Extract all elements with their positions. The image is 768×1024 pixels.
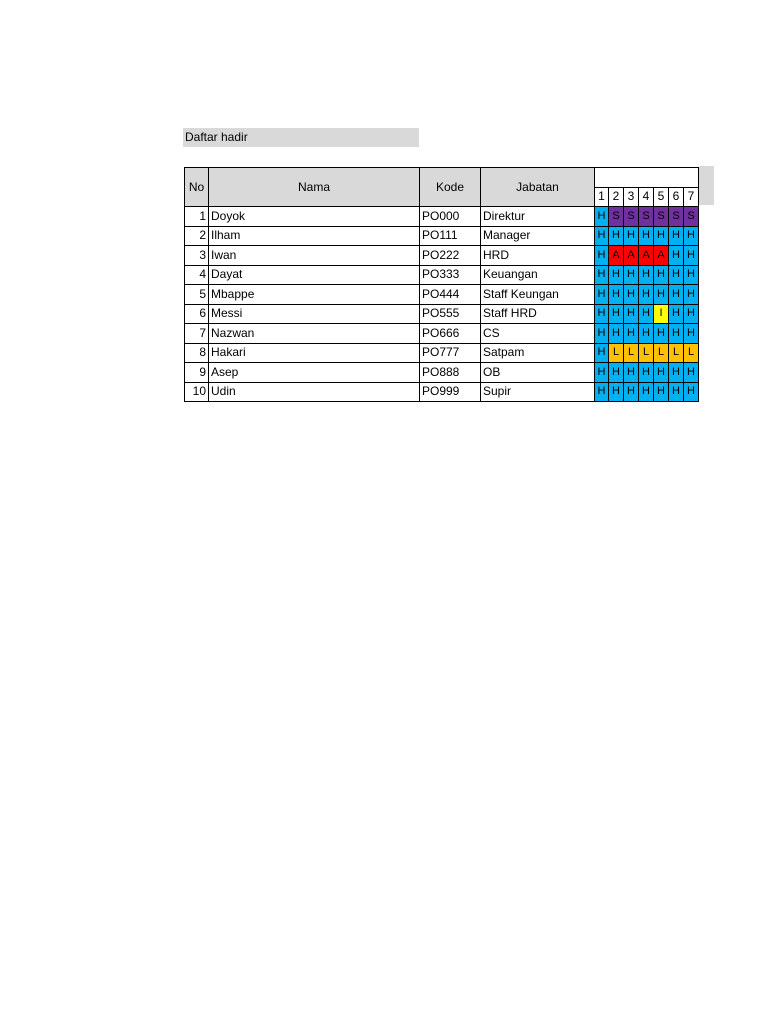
cell-nama[interactable]: Udin [209, 382, 420, 402]
cell-kode[interactable]: PO888 [420, 363, 481, 383]
cell-attendance-day-3[interactable]: A [624, 246, 639, 266]
cell-attendance-day-5[interactable]: L [654, 343, 669, 363]
cell-attendance-day-1[interactable]: H [595, 304, 609, 324]
day-header-2[interactable]: 2 [609, 187, 624, 207]
cell-no[interactable]: 7 [185, 324, 209, 344]
header-days-group[interactable] [595, 168, 699, 188]
cell-attendance-day-2[interactable]: H [609, 382, 624, 402]
cell-nama[interactable]: Asep [209, 363, 420, 383]
cell-jabatan[interactable]: Supir [481, 382, 595, 402]
cell-no[interactable]: 2 [185, 226, 209, 246]
cell-attendance-day-4[interactable]: H [639, 324, 654, 344]
cell-attendance-day-1[interactable]: H [595, 285, 609, 305]
cell-attendance-day-2[interactable]: H [609, 304, 624, 324]
header-jabatan[interactable]: Jabatan [481, 168, 595, 207]
cell-no[interactable]: 4 [185, 265, 209, 285]
cell-attendance-day-7[interactable]: L [684, 343, 699, 363]
cell-no[interactable]: 9 [185, 363, 209, 383]
cell-attendance-day-6[interactable]: L [669, 343, 684, 363]
cell-attendance-day-7[interactable]: H [684, 324, 699, 344]
cell-attendance-day-3[interactable]: S [624, 207, 639, 227]
cell-attendance-day-6[interactable]: H [669, 382, 684, 402]
cell-attendance-day-5[interactable]: H [654, 324, 669, 344]
sheet-title: Daftar hadir [183, 128, 419, 147]
cell-nama[interactable]: Hakari [209, 343, 420, 363]
cell-attendance-day-2[interactable]: H [609, 265, 624, 285]
cell-nama[interactable]: Nazwan [209, 324, 420, 344]
day-header-4[interactable]: 4 [639, 187, 654, 207]
cell-attendance-day-6[interactable]: H [669, 246, 684, 266]
cell-attendance-day-3[interactable]: H [624, 265, 639, 285]
cell-attendance-day-7[interactable]: H [684, 304, 699, 324]
cell-attendance-day-7[interactable]: H [684, 285, 699, 305]
cell-attendance-day-5[interactable]: H [654, 226, 669, 246]
cell-nama[interactable]: Iwan [209, 246, 420, 266]
attendance-table [184, 167, 699, 402]
cell-jabatan[interactable]: HRD [481, 246, 595, 266]
cell-attendance-day-6[interactable]: H [669, 363, 684, 383]
cell-attendance-day-5[interactable]: H [654, 363, 669, 383]
cell-nama[interactable]: Messi [209, 304, 420, 324]
cell-attendance-day-4[interactable]: H [639, 382, 654, 402]
cell-attendance-day-6[interactable]: S [669, 207, 684, 227]
table-row [185, 285, 699, 305]
cell-jabatan[interactable]: CS [481, 324, 595, 344]
cell-no[interactable]: 1 [185, 207, 209, 227]
cell-kode[interactable]: PO111 [420, 226, 481, 246]
cell-attendance-day-1[interactable]: H [595, 324, 609, 344]
table-row [185, 304, 699, 324]
cell-attendance-day-3[interactable]: H [624, 285, 639, 305]
table-row [185, 265, 699, 285]
cell-attendance-day-7[interactable]: S [684, 207, 699, 227]
cell-attendance-day-5[interactable]: S [654, 207, 669, 227]
cell-attendance-day-5[interactable]: I [654, 304, 669, 324]
cell-attendance-day-2[interactable]: A [609, 246, 624, 266]
cell-attendance-day-1[interactable]: H [595, 246, 609, 266]
cell-jabatan[interactable]: Manager [481, 226, 595, 246]
cell-attendance-day-4[interactable]: H [639, 304, 654, 324]
cell-attendance-day-6[interactable]: H [669, 324, 684, 344]
cell-nama[interactable]: Ilham [209, 226, 420, 246]
cell-attendance-day-5[interactable]: H [654, 265, 669, 285]
cell-attendance-day-7[interactable]: H [684, 246, 699, 266]
cell-attendance-day-6[interactable]: H [669, 304, 684, 324]
cell-kode[interactable]: PO555 [420, 304, 481, 324]
cell-attendance-day-2[interactable]: H [609, 363, 624, 383]
cell-kode[interactable]: PO333 [420, 265, 481, 285]
table-row [185, 207, 699, 227]
cell-kode[interactable]: PO999 [420, 382, 481, 402]
table-row [185, 226, 699, 246]
cell-kode[interactable]: PO444 [420, 285, 481, 305]
cell-no[interactable]: 5 [185, 285, 209, 305]
day-header-6[interactable]: 6 [669, 187, 684, 207]
cell-no[interactable]: 6 [185, 304, 209, 324]
cell-attendance-day-5[interactable]: H [654, 382, 669, 402]
day-header-3[interactable]: 3 [624, 187, 639, 207]
cell-attendance-day-3[interactable]: H [624, 226, 639, 246]
cell-no[interactable]: 10 [185, 382, 209, 402]
header-no[interactable]: No [185, 168, 209, 207]
cell-attendance-day-4[interactable]: A [639, 246, 654, 266]
cell-attendance-day-6[interactable]: H [669, 285, 684, 305]
cell-nama[interactable]: Dayat [209, 265, 420, 285]
table-row [185, 324, 699, 344]
cell-attendance-day-2[interactable]: H [609, 285, 624, 305]
cell-attendance-day-7[interactable]: H [684, 382, 699, 402]
cell-kode[interactable]: PO666 [420, 324, 481, 344]
cell-attendance-day-2[interactable]: H [609, 324, 624, 344]
cell-attendance-day-4[interactable]: H [639, 285, 654, 305]
cell-attendance-day-5[interactable]: A [654, 246, 669, 266]
cell-attendance-day-1[interactable]: H [595, 343, 609, 363]
cell-attendance-day-1[interactable]: H [595, 265, 609, 285]
cell-kode[interactable]: PO222 [420, 246, 481, 266]
cell-attendance-day-3[interactable]: H [624, 304, 639, 324]
cell-jabatan[interactable]: OB [481, 363, 595, 383]
cell-jabatan[interactable]: Staff HRD [481, 304, 595, 324]
cell-attendance-day-7[interactable]: H [684, 226, 699, 246]
cell-attendance-day-2[interactable]: S [609, 207, 624, 227]
header-nama[interactable]: Nama [209, 168, 420, 207]
table-row [185, 246, 699, 266]
cell-attendance-day-1[interactable]: H [595, 226, 609, 246]
header-kode[interactable]: Kode [420, 168, 481, 207]
cell-jabatan[interactable]: Satpam [481, 343, 595, 363]
day-header-5[interactable]: 5 [654, 187, 669, 207]
cell-attendance-day-4[interactable]: H [639, 363, 654, 383]
cell-attendance-day-7[interactable]: H [684, 363, 699, 383]
cell-attendance-day-1[interactable]: H [595, 382, 609, 402]
cell-no[interactable]: 8 [185, 343, 209, 363]
table-row [185, 382, 699, 402]
cell-attendance-day-6[interactable]: H [669, 226, 684, 246]
table-row [185, 363, 699, 383]
cell-attendance-day-1[interactable]: H [595, 363, 609, 383]
cell-attendance-day-2[interactable]: H [609, 226, 624, 246]
cell-attendance-day-4[interactable]: S [639, 207, 654, 227]
cell-kode[interactable]: PO777 [420, 343, 481, 363]
cell-attendance-day-1[interactable]: H [595, 207, 609, 227]
cell-attendance-day-3[interactable]: H [624, 363, 639, 383]
attendance-rows [185, 207, 699, 402]
cell-no[interactable]: 3 [185, 246, 209, 266]
cell-attendance-day-4[interactable]: H [639, 226, 654, 246]
cell-attendance-day-7[interactable]: H [684, 265, 699, 285]
day-header-1[interactable]: 1 [595, 187, 609, 207]
cell-jabatan[interactable]: Direktur [481, 207, 595, 227]
cell-attendance-day-3[interactable]: H [624, 382, 639, 402]
cell-jabatan[interactable]: Keuangan [481, 265, 595, 285]
cell-attendance-day-3[interactable]: H [624, 324, 639, 344]
gray-filler-cell [699, 166, 714, 205]
cell-attendance-day-6[interactable]: H [669, 265, 684, 285]
cell-attendance-day-3[interactable]: L [624, 343, 639, 363]
day-header-7[interactable]: 7 [684, 187, 699, 207]
cell-attendance-day-2[interactable]: L [609, 343, 624, 363]
cell-attendance-day-5[interactable]: H [654, 285, 669, 305]
table-row [185, 343, 699, 363]
cell-kode[interactable]: PO000 [420, 207, 481, 227]
cell-nama[interactable]: Doyok [209, 207, 420, 227]
cell-nama[interactable]: Mbappe [209, 285, 420, 305]
cell-jabatan[interactable]: Staff Keungan [481, 285, 595, 305]
cell-attendance-day-4[interactable]: H [639, 265, 654, 285]
cell-attendance-day-4[interactable]: L [639, 343, 654, 363]
